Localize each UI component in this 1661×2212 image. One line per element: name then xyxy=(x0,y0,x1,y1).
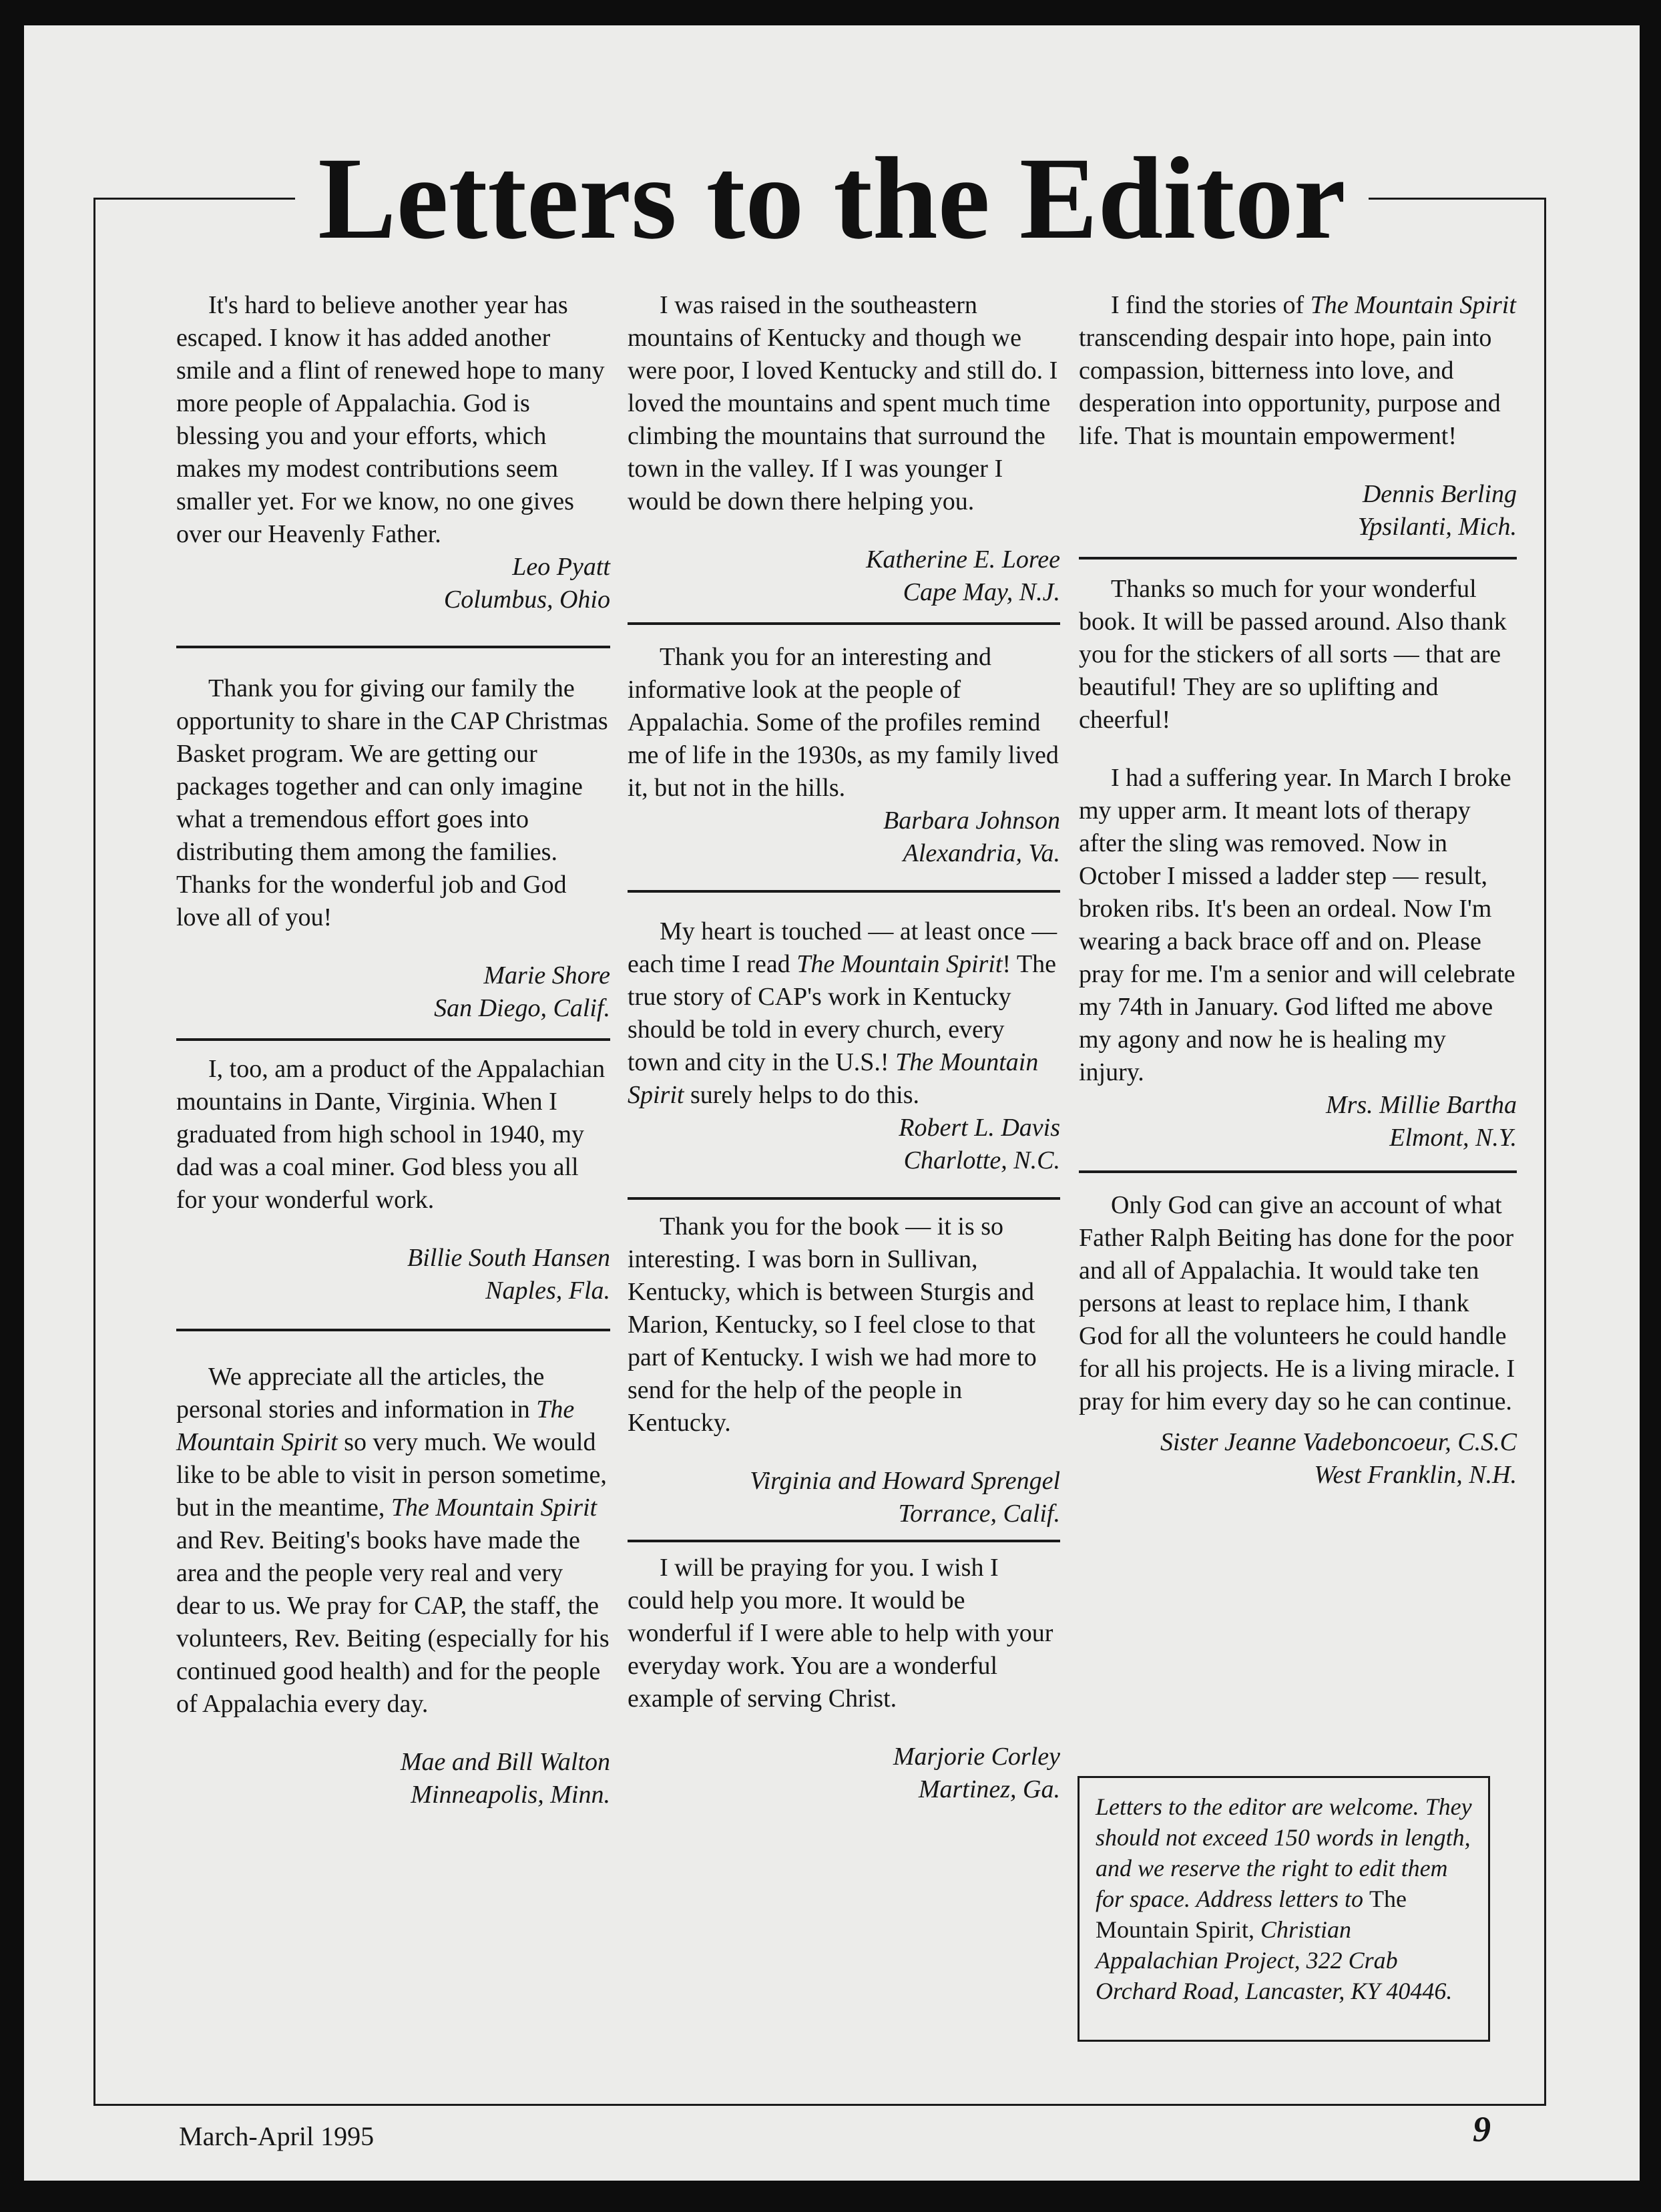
letter-text-part: surely helps to do this. xyxy=(684,1081,920,1109)
magazine-page xyxy=(24,25,1640,2181)
letter-text-part: and Rev. Beiting's books have made the area and the people very real and very dear to us. We pray for CAP, the staff, the volunteers, Rev. Beiting (especially for his continued good health) and for the people of Appalachia every day. xyxy=(176,1526,610,1718)
page-title: Letters to the Editor xyxy=(295,134,1369,264)
letter-signature-place: Minneapolis, Minn. xyxy=(411,1781,610,1809)
issue-date: March-April 1995 xyxy=(179,2121,375,2151)
letter-text: I was raised in the southeastern mountains of Kentucky and though we were poor, I loved Kentucky and still do. I loved the mountains and spent much time climbing the mountains that surround the town in the valley. If I was younger I would be down there helping you. xyxy=(628,291,1058,515)
publication-title: The Mountain Spirit xyxy=(796,950,1003,978)
publication-title: The Mountain Spirit xyxy=(391,1494,598,1522)
letter-divider xyxy=(176,1329,610,1331)
letter-text: Thank you for giving our family the opportunity to share in the CAP Christmas Basket program. We are getting our packages together and can only imagine what a tremendous effort goes into distributing them among the families. Thanks for the wonderful job and God love all of you! xyxy=(176,674,608,931)
letter-text: Thanks so much for your wonderful book. It will be passed around. Also thank you for the stickers of all sorts — that are beautiful! They are so uplifting and cheerful! xyxy=(1079,575,1507,734)
letter-divider xyxy=(628,622,1060,625)
editor-note-text: Letters to the editor are welcome. They should not exceed 150 words in length, and we reserve the right to edit them for space. Address letters to xyxy=(1096,1793,1472,1912)
letter-text xyxy=(1079,289,1517,453)
letter-divider xyxy=(628,890,1060,893)
letter-divider xyxy=(176,1038,610,1041)
letter-signature-place: Elmont, N.Y. xyxy=(1389,1124,1517,1152)
letter-signature-place: San Diego, Calif. xyxy=(434,994,610,1022)
letter-text-part: I find the stories of xyxy=(1111,291,1311,319)
letter-signature-name: Robert L. Davis xyxy=(899,1114,1060,1142)
letter-text: It's hard to believe another year has escaped. I know it has added another smile and a flint of renewed hope to many more people of Appalachia. God is blessing you and your efforts, which makes my modest contributions seem smaller yet. For we know, no one gives over our Heavenly Father. xyxy=(176,291,605,548)
letter-signature-name: Dennis Berling xyxy=(1362,480,1517,508)
letter-text xyxy=(176,1361,610,1721)
letter-signature-name: Marjorie Corley xyxy=(893,1743,1060,1771)
letter-divider xyxy=(1079,557,1517,560)
letter-divider xyxy=(1079,1170,1517,1173)
publication-title: The Mountain Spirit xyxy=(628,1048,1039,1109)
letter-signature-place: Columbus, Ohio xyxy=(443,586,610,614)
letter-signature-place: Charlotte, N.C. xyxy=(903,1146,1060,1174)
letter-signature-name: Sister Jeanne Vadeboncoeur, C.S.C xyxy=(1160,1428,1517,1456)
column-2 xyxy=(628,289,1060,1806)
letter-text-part: transcending despair into hope, pain into compassion, bitterness into love, and desperation into opportunity, purpose and life. That is mountain empowerment! xyxy=(1079,324,1501,450)
letter-signature-place: Alexandria, Va. xyxy=(903,839,1060,867)
letter-text-part: ! The true story of CAP's work in Kentucky should be told in every church, every town and city in the U.S.! xyxy=(628,950,1056,1076)
page-title-wrap xyxy=(24,132,1640,266)
letter-signature-place: Naples, Fla. xyxy=(485,1277,610,1305)
letter-signature-place: Cape May, N.J. xyxy=(903,578,1060,606)
letter-signature-name: Leo Pyatt xyxy=(512,553,610,581)
letter-text: Only God can give an account of what Father Ralph Beiting has done for the poor and all of Appalachia. It would take ten persons at least to replace him, I thank God for all the volunteers he could handle for all his projects. He is a living miracle. I pray for him every day so he can continue. xyxy=(1079,1191,1515,1415)
letter-divider xyxy=(628,1540,1060,1542)
column-1 xyxy=(176,289,610,1811)
letter-text: I will be praying for you. I wish I could help you more. It would be wonderful if I were able to help with your everyday work. You are a wonderful example of serving Christ. xyxy=(628,1554,1053,1713)
letter-divider xyxy=(628,1197,1060,1200)
letter-signature-place: West Franklin, N.H. xyxy=(1314,1461,1517,1489)
publication-title: The Mountain Spirit xyxy=(176,1395,575,1456)
page-number: 9 xyxy=(1473,2109,1491,2149)
letter-text-part: We appreciate all the articles, the personal stories and information in xyxy=(176,1363,545,1423)
editor-note-address: Christian Appalachian Project, 322 Crab Orchard Road, Lancaster, KY 40446. xyxy=(1096,1916,1453,2004)
letter-signature-place: Ypsilanti, Mich. xyxy=(1357,513,1517,541)
editor-note-box xyxy=(1078,1776,1490,2042)
letter-text: I had a suffering year. In March I broke my upper arm. It meant lots of therapy after the sling was removed. Now in October I missed a ladder step — result, broken ribs. It's been an ordeal. Now I'm wearing a back brace off and on. Please pray for me. I'm a senior and will celebrate my 74th in January. God lifted me above my agony and now he is healing my injury. xyxy=(1079,764,1515,1086)
letter-signature-name: Virginia and Howard Sprengel xyxy=(750,1467,1060,1495)
letter-text xyxy=(628,915,1060,1112)
letter-signature-name: Mrs. Millie Bartha xyxy=(1325,1091,1517,1119)
letter-signature-name: Mae and Bill Walton xyxy=(400,1748,610,1776)
letter-divider xyxy=(176,646,610,648)
letter-signature-place: Torrance, Calif. xyxy=(898,1500,1060,1528)
letter-text-part: so very much. We would like to be able to visit in person sometime, but in the meantime, xyxy=(176,1428,607,1522)
letter-text: Thank you for an interesting and informative look at the people of Appalachia. Some of the profiles remind me of life in the 1930s, as my family lived it, but not in the hills. xyxy=(628,643,1059,802)
letter-text: Thank you for the book — it is so interesting. I was born in Sullivan, Kentucky, which is between Sturgis and Marion, Kentucky, so I feel close to that part of Kentucky. I wish we had more to send for the help of the people in Kentucky. xyxy=(628,1212,1037,1437)
letter-text: I, too, am a product of the Appalachian mountains in Dante, Virginia. When I graduated from high school in 1940, my dad was a coal miner. God bless you all for your wonderful work. xyxy=(176,1055,606,1214)
letter-signature-name: Billie South Hansen xyxy=(407,1244,610,1272)
letter-text-part: My heart is touched — at least once — each time I read xyxy=(628,917,1057,978)
letter-signature-place: Martinez, Ga. xyxy=(918,1775,1060,1803)
letter-signature-name: Barbara Johnson xyxy=(883,807,1060,835)
publication-title: The Mountain Spirit xyxy=(1310,291,1516,319)
column-3 xyxy=(1079,289,1517,1492)
letter-signature-name: Marie Shore xyxy=(483,961,610,989)
publication-title: The Mountain Spirit, xyxy=(1096,1886,1407,1943)
letter-signature-name: Katherine E. Loree xyxy=(866,545,1060,574)
